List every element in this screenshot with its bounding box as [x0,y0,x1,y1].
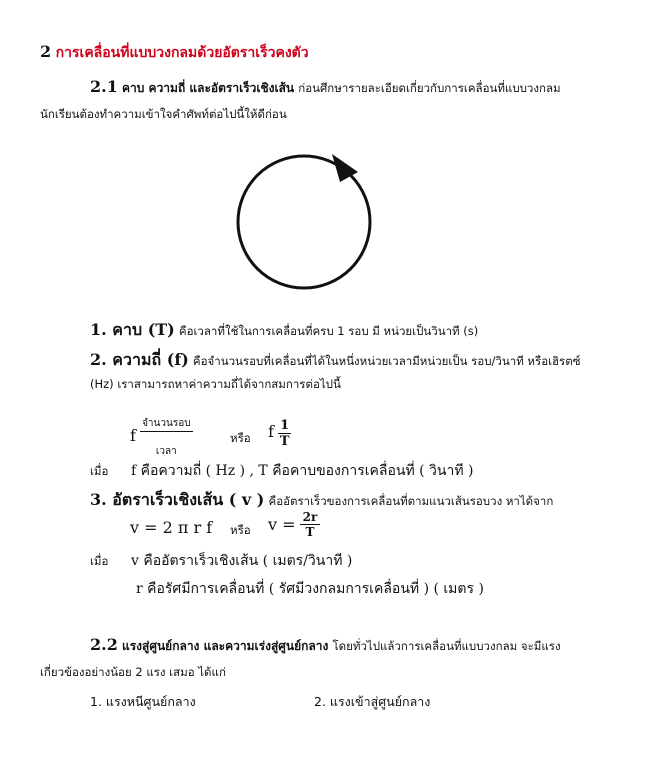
definition-text: คือจำนวนรอบที่เคลื่อนที่ได้ในหนึ่งหน่วยเวลามีหน่วยเป็น รอบ/วินาที หรือเฮิรตซ์ [192,354,581,368]
formula-lhs: f [130,426,136,445]
or-word: หรือ [230,523,251,537]
where-explanation: v คืออัตราเร็วเชิงเส้น ( เมตร/วินาที ) [131,553,353,569]
fraction [140,416,193,459]
definition-text: คือเวลาที่ใช้ในการเคลื่อนที่ครบ 1 รอบ มี หน่วยเป็นวินาที (s) [178,324,479,338]
where-word: เมื่อ [90,464,109,478]
fraction-denominator: T [305,525,315,539]
frequency-formula-alt [268,418,291,449]
where-word: เมื่อ [90,554,109,568]
list-item: 2. แรงเข้าสู่ศูนย์กลาง [314,694,431,709]
fraction-denominator: เวลา [155,446,177,457]
formula-lhs: v = [268,515,296,534]
frequency-formula [130,416,193,459]
definition-label: 3. อัตราเร็วเชิงเส้น ( v ) [90,490,265,509]
definition-text: คืออัตราเร็วของการเคลื่อนที่ตามแนวเส้นรอบวง หาได้จาก [268,494,554,508]
fraction [300,510,321,539]
paragraph-text-line2: นักเรียนต้องทำความเข้าใจคำศัพท์ต่อไปนี้ให้ดีก่อน [40,107,287,121]
subsection-2-1-line1 [90,77,561,98]
fraction-denominator: T [279,434,290,449]
list-item: 1. แรงหนีศูนย์กลาง [90,694,196,709]
definition-label: 1. คาบ (T) [90,320,175,339]
section-title: การเคลื่อนที่แบบวงกลมด้วยอัตราเร็วคงตัว [55,45,309,61]
section-heading [40,42,309,64]
formula-lhs: f [268,422,274,441]
subsection-number: 2.1 [90,77,118,96]
fraction [278,418,291,449]
definition-period [90,318,478,343]
where-explanation: f คือความถี่ ( Hz ) , T คือคาบของการเคลื่อนที่ ( วินาที ) [131,463,474,479]
fraction-numerator: จำนวนรอบ [140,416,193,432]
definition-text-line2: (Hz) เราสามารถหาค่าความถี่ได้จากสมการต่อไปนี้ [90,377,341,391]
speed-formula-alt [268,510,320,539]
paragraph-text: โดยทั่วไปแล้วการเคลื่อนที่แบบวงกลม จะมีแรง [332,639,561,653]
subsection-title: คาบ ความถี่ และอัตราเร็วเชิงเส้น [121,81,295,95]
section-number: 2 [40,42,52,61]
where-explanation-line2: r คือรัศมีการเคลื่อนที่ ( รัศมีวงกลมการเคลื่อนที่ ) ( เมตร ) [136,581,484,597]
speed-formula: v = 2 π r f [130,518,213,537]
subsection-title: แรงสู่ศูนย์กลาง และความเร่งสู่ศูนย์กลาง [121,639,329,653]
subsection-2-2-line1 [90,635,561,656]
subsection-number: 2.2 [90,635,118,654]
circular-motion-diagram [230,150,380,290]
fraction-numerator: 2r [300,510,321,525]
fraction-numerator: 1 [280,418,290,433]
or-word: หรือ [230,431,251,445]
definition-linear-speed [90,488,553,513]
paragraph-text: ก่อนศึกษารายละเอียดเกี่ยวกับการเคลื่อนที่แบบวงกลม [298,81,561,95]
paragraph-text-line2: เกี่ยวข้องอย่างน้อย 2 แรง เสมอ ได้แก่ [40,665,226,679]
definition-frequency [90,348,581,373]
definition-label: 2. ความถี่ (f) [90,350,189,369]
